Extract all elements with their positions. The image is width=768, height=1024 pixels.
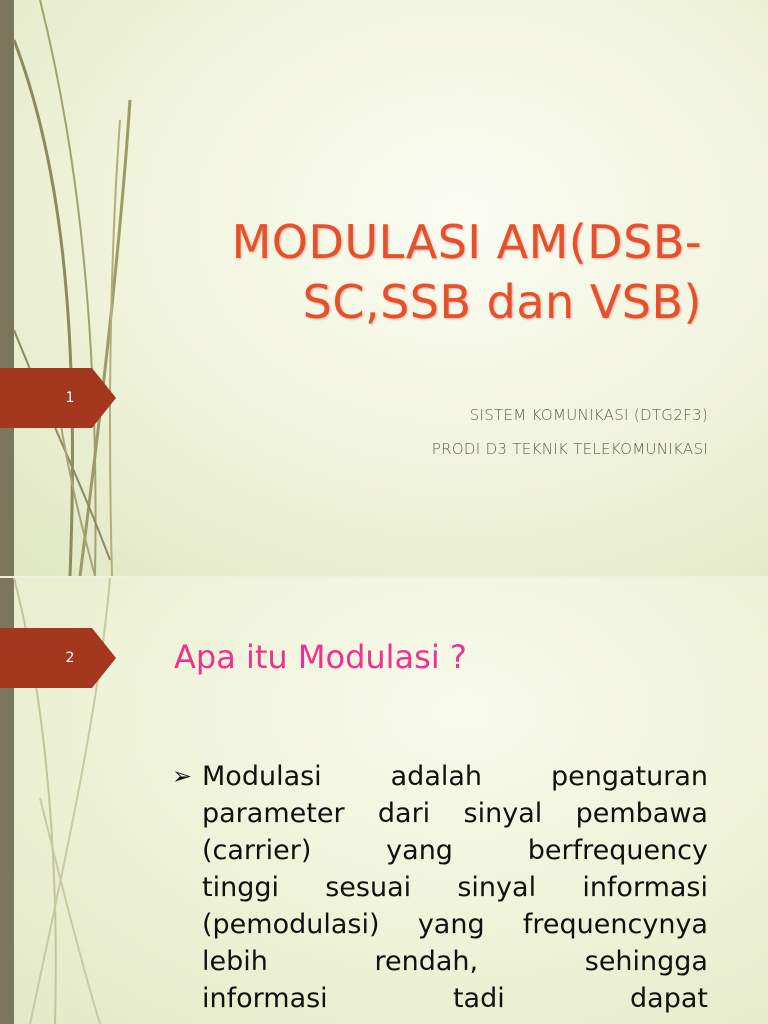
bullet-line bbox=[202, 980, 708, 1017]
slide-number: 2 bbox=[65, 650, 75, 666]
bullet-line bbox=[202, 758, 708, 795]
bullet-word: dari bbox=[377, 798, 431, 829]
bullet-word: informasi bbox=[202, 983, 328, 1014]
slide-number-tab bbox=[0, 628, 114, 688]
bullet-line bbox=[202, 943, 708, 980]
bullet-word: (pemodulasi) bbox=[202, 909, 380, 940]
slide-heading: Apa itu Modulasi ? bbox=[174, 638, 467, 676]
bullet-lines bbox=[202, 758, 708, 1017]
bullet-word: yang bbox=[417, 909, 485, 940]
bullet-line bbox=[202, 869, 708, 906]
subtitle-line: PRODI D3 TEKNIK TELEKOMUNIKASI bbox=[431, 440, 708, 458]
bullet-word: sesuai bbox=[325, 872, 412, 903]
bullet-line bbox=[202, 795, 708, 832]
bullet-line bbox=[202, 906, 708, 943]
bullet-word: sinyal bbox=[457, 872, 537, 903]
slide-number: 1 bbox=[65, 390, 75, 406]
bullet-word: sinyal bbox=[463, 798, 543, 829]
slide-2 bbox=[0, 578, 768, 1024]
slide-title-line: SC,SSB dan VSB) bbox=[302, 275, 702, 329]
bullet-word: informasi bbox=[582, 872, 708, 903]
bullet-word: tadi bbox=[452, 983, 505, 1014]
subtitle-line: SISTEM KOMUNIKASI (DTG2F3) bbox=[469, 406, 708, 424]
bullet-word: (carrier) bbox=[202, 835, 312, 866]
bullet-word: pembawa bbox=[575, 798, 708, 829]
bullet-word: parameter bbox=[202, 798, 345, 829]
slide-title-line: MODULASI AM(DSB- bbox=[231, 215, 702, 269]
bullet-word: lebih bbox=[202, 946, 268, 977]
slide-title bbox=[182, 212, 702, 332]
bullet-word: rendah, bbox=[374, 946, 479, 977]
bullet-word: sehingga bbox=[584, 946, 708, 977]
bullet-word: Modulasi bbox=[202, 761, 322, 792]
bullet-word: adalah bbox=[390, 761, 483, 792]
bullet-word: berfrequency bbox=[527, 835, 708, 866]
bullet-word: dapat bbox=[630, 983, 708, 1014]
bullet-word: tinggi bbox=[202, 872, 279, 903]
bullet-line bbox=[202, 832, 708, 869]
slide-number-tab bbox=[0, 368, 114, 428]
decorative-grass-lines bbox=[0, 0, 140, 576]
bullet-word: frequencynya bbox=[522, 909, 708, 940]
bullet-word: pengaturan bbox=[550, 761, 708, 792]
arrowhead-bullet-icon: ➢ bbox=[172, 762, 193, 790]
bullet-word: yang bbox=[386, 835, 453, 866]
